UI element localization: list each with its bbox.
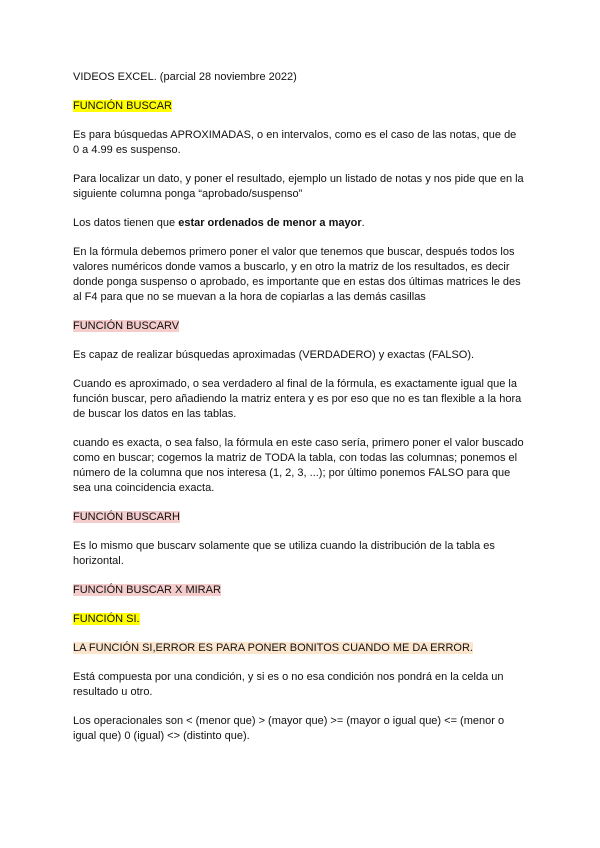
si-paragraph-1 xyxy=(73,670,527,700)
document-title: VIDEOS EXCEL. (parcial 28 noviembre 2022) xyxy=(73,71,297,83)
text-line: Los operacionales son < (menor que) > (mayor que) >= (mayor o igual que) <= (menor o xyxy=(73,715,505,727)
buscar-paragraph-4 xyxy=(73,245,527,305)
text-run: Los datos tienen que xyxy=(73,217,179,229)
text-line: 0 a 4.99 es suspenso. xyxy=(73,144,181,156)
text-line: como en buscar; cogemos la matriz de TODA la tabla, con todas las columnas; ponemos el xyxy=(73,452,518,464)
highlight-funcion-buscar-x-mirar: FUNCIÓN BUSCAR X MIRAR xyxy=(73,584,221,596)
heading-funcion-buscar xyxy=(73,99,527,114)
buscar-paragraph-1 xyxy=(73,128,527,158)
text-line: siguiente columna ponga “aprobado/suspenso” xyxy=(73,188,303,200)
text-line: valores numéricos donde vamos a buscarlo, y en otro la matriz de los resultados, es decir xyxy=(73,261,510,273)
buscarv-paragraph-1: Es capaz de realizar búsquedas aproximadas (VERDADERO) y exactas (FALSO). xyxy=(73,349,475,361)
heading-funcion-buscarh xyxy=(73,510,527,525)
buscar-paragraph-3 xyxy=(73,216,527,231)
heading-funcion-buscarv xyxy=(73,319,527,334)
buscar-paragraph-2 xyxy=(73,172,527,202)
heading-si-error xyxy=(73,641,527,656)
buscarv-paragraph-2 xyxy=(73,377,527,422)
text-line: sea una coincidencia exacta. xyxy=(73,482,215,494)
buscarh-paragraph-1 xyxy=(73,539,527,569)
text-line: Para localizar un dato, y poner el resultado, ejemplo un listado de notas y nos pide que en la xyxy=(73,173,524,185)
text-line: Está compuesta por una condición, y si es o no esa condición nos pondrá en la celda un xyxy=(73,671,504,683)
highlight-funcion-si: FUNCIÓN SI. xyxy=(73,613,140,625)
si-paragraph-2 xyxy=(73,714,527,744)
highlight-funcion-buscarh: FUNCIÓN BUSCARH xyxy=(73,511,180,523)
text-line: donde ponga suspenso o aprobado, es importante que en estas dos últimas matrices le des xyxy=(73,276,521,288)
heading-funcion-buscar-x-mirar xyxy=(73,583,527,598)
text-line: Cuando es aproximado, o sea verdadero al final de la fórmula, es exactamente igual que la xyxy=(73,378,517,390)
heading-funcion-si xyxy=(73,612,527,627)
text-line: Es para búsquedas APROXIMADAS, o en intervalos, como es el caso de las notas, que de xyxy=(73,129,517,141)
highlight-funcion-buscarv: FUNCIÓN BUSCARV xyxy=(73,320,180,332)
text-line: función buscar, pero añadiendo la matriz entera y es por eso que no es tan flexible a la hora xyxy=(73,393,522,405)
text-run: . xyxy=(361,217,365,229)
text-line: de buscar los datos en las tablas. xyxy=(73,408,237,420)
text-line: cuando es exacta, o sea falso, la fórmula en este caso sería, primero poner el valor buscado xyxy=(73,437,524,449)
text-line: Es lo mismo que buscarv solamente que se utiliza cuando la distribución de la tabla es xyxy=(73,540,495,552)
bold-text: estar ordenados de menor a mayor xyxy=(178,217,362,229)
text-line: al F4 para que no se muevan a la hora de copiarlas a las demás casillas xyxy=(73,291,426,303)
buscarv-paragraph-3 xyxy=(73,436,527,496)
text-line: número de la columna que nos interesa (1, 2, 3, ...); por último ponemos FALSO para que xyxy=(73,467,511,479)
highlight-si-error: LA FUNCIÓN SI,ERROR ES PARA PONER BONITOS CUANDO ME DA ERROR. xyxy=(73,642,473,654)
highlight-funcion-buscar: FUNCIÓN BUSCAR xyxy=(73,100,173,112)
text-line: En la fórmula debemos primero poner el valor que tenemos que buscar, después todos los xyxy=(73,246,515,258)
text-line: resultado u otro. xyxy=(73,686,153,698)
text-line: horizontal. xyxy=(73,555,124,567)
text-line: igual que) 0 (igual) <> (distinto que). xyxy=(73,730,250,742)
